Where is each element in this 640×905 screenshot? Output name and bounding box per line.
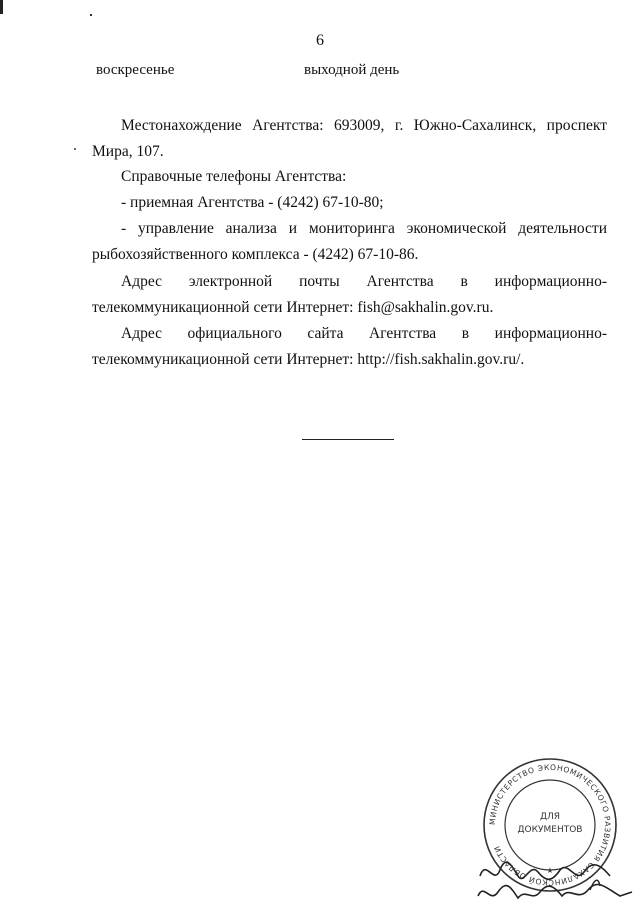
location-paragraph: Местонахождение Агентства: 693009, г. Южно-Сахалинск, проспект Мира, 107. xyxy=(92,117,607,160)
phone-reception: - приемная Агентства - (4242) 67-10-80; xyxy=(121,194,384,211)
website-paragraph: Адрес официального сайта Агентства в информационно-телекоммуникационной сети Интернет: http://fish.sakhalin.gov.ru/. xyxy=(92,325,607,368)
schedule-day: воскресенье xyxy=(96,62,175,78)
seal-ring-text: МИНИСТЕРСТВО ЭКОНОМИЧЕСКОГО РАЗВИТИЯ САХАЛИНСКОЙ ОБЛАСТИ xyxy=(487,762,613,888)
phone-department: - управление анализа и мониторинга экономической деятельности рыбохозяйственного комплекса - (4242) 67-10-86. xyxy=(92,220,607,263)
phones-heading: Справочные телефоны Агентства: xyxy=(121,168,347,185)
scan-speck xyxy=(90,14,92,16)
email-paragraph: Адрес электронной почты Агентства в информационно-телекоммуникационной сети Интернет: fish@sakhalin.gov.ru. xyxy=(92,273,607,316)
seal-star-icon: ★ xyxy=(546,866,554,875)
seal-center-line2: ДОКУМЕНТОВ xyxy=(517,825,583,835)
handwritten-certification xyxy=(460,846,640,905)
page-number: 6 xyxy=(316,32,324,49)
schedule-status: выходной день xyxy=(304,62,400,78)
end-of-document-rule xyxy=(302,439,394,440)
seal-center-line1: ДЛЯ xyxy=(539,812,561,822)
scan-speck xyxy=(74,148,76,150)
schedule-row xyxy=(96,62,399,79)
scan-corner-mark xyxy=(0,0,3,14)
